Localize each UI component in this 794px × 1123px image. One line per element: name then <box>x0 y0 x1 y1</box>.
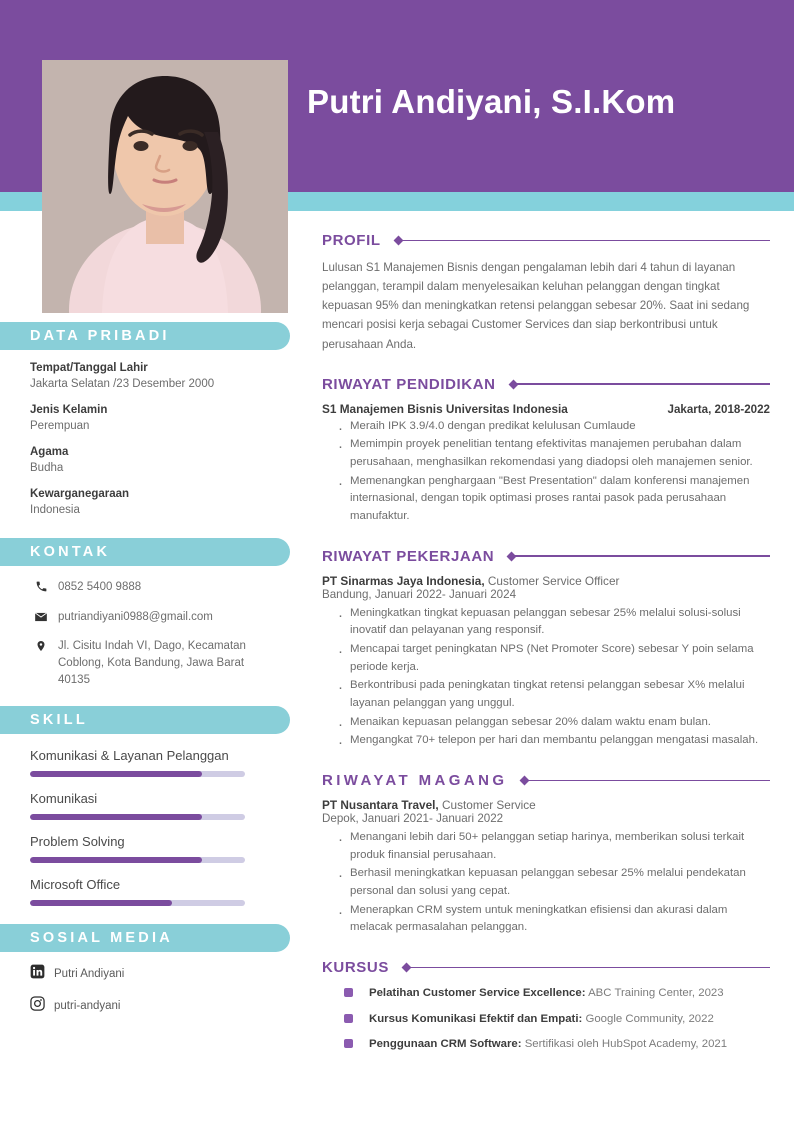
section-pekerjaan <box>322 548 770 750</box>
section-title: RIWAYAT PEKERJAAN <box>322 547 495 565</box>
skill-progress-fill <box>30 771 202 777</box>
page-title: Putri Andiyani, S.I.Kom <box>307 83 676 120</box>
internship-role: Customer Service <box>438 798 536 813</box>
diamond-marker-icon <box>393 236 403 246</box>
job-location-period: Bandung, Januari 2022- Januari 2024 <box>322 587 517 601</box>
list-item: · Berkontribusi pada peningkatan tingkat retensi pelanggan sebesar X% melalui layanan pelanggan yang unggul. <box>336 677 770 712</box>
course-name: Pelatihan Customer Service Excellence: <box>369 987 586 1000</box>
section-rule <box>517 383 770 385</box>
list-item: · Menerapkan CRM system untuk meningkatkan efisiensi dan akurasi dalam melacak permasalahan pelanggan. <box>336 902 770 937</box>
course-detail: Sertifikasi oleh HubSpot Academy, 2021 <box>521 1038 728 1051</box>
section-kursus <box>322 959 770 1053</box>
main-content <box>322 232 770 1055</box>
skill-item <box>30 877 276 906</box>
section-head <box>322 959 770 976</box>
envelope-icon <box>30 609 52 624</box>
education-bullets <box>336 418 770 526</box>
field-label: Tempat/Tanggal Lahir <box>30 362 148 374</box>
skill-label: Microsoft Office <box>30 877 121 893</box>
list-item: · Meningkatkan tingkat kepuasan pelanggan sebesar 25% melalui solusi-solusi inovatif dan pelayanan yang responsif. <box>336 605 770 640</box>
field-label: Jenis Kelamin <box>30 404 108 417</box>
social-list <box>0 964 300 1016</box>
social-handle: Putri Andiyani <box>54 968 125 981</box>
field-value: Perempuan <box>30 419 90 432</box>
list-item: · Mencapai target peningkatan NPS (Net Promoter Score) sebesar Y poin selama periode kerja. <box>336 641 770 676</box>
personal-data-list <box>0 361 300 518</box>
contact-item-phone[interactable] <box>30 579 276 596</box>
course-detail: ABC Training Center, 2023 <box>585 987 724 1000</box>
skill-progress-track <box>30 857 245 863</box>
course-detail: Google Community, 2022 <box>582 1012 714 1025</box>
course-text <box>353 1011 714 1028</box>
contact-list <box>0 579 300 688</box>
social-item-instagram[interactable] <box>30 996 276 1016</box>
section-title: KURSUS <box>322 959 389 977</box>
section-header-contact: KONTAK <box>0 538 290 566</box>
list-item: · Menangani lebih dari 50+ pelanggan setiap harinya, memberikan solusi terkait produk finansial perusahaan. <box>336 829 770 864</box>
diamond-marker-icon <box>520 776 530 786</box>
section-profil <box>322 232 770 354</box>
phone-icon <box>30 579 52 593</box>
list-item: · Menaikan kepuasan pelanggan sebesar 20% dalam waktu enam bulan. <box>336 714 770 732</box>
course-name: Kursus Komunikasi Efektif dan Empati: <box>369 1012 583 1025</box>
section-pendidikan <box>322 376 770 526</box>
skill-item <box>30 748 276 777</box>
square-bullet-icon <box>344 1014 353 1023</box>
course-text <box>353 985 724 1002</box>
location-pin-icon <box>30 638 52 653</box>
course-item <box>344 985 770 1002</box>
sidebar <box>0 322 300 1016</box>
skill-progress-fill <box>30 857 202 863</box>
section-head <box>322 376 770 393</box>
skill-progress-track <box>30 771 245 777</box>
contact-value: putriandiyani0988@gmail.com <box>58 610 213 623</box>
section-header-personal-data: DATA PRIBADI <box>0 322 290 350</box>
contact-value: 0852 5400 9888 <box>58 581 142 594</box>
section-head <box>322 548 770 565</box>
section-header-social-media: SOSIAL MEDIA <box>0 924 290 952</box>
list-item: · Mengangkat 70+ telepon per hari dan membantu pelanggan mengatasi masalah. <box>336 732 770 750</box>
course-name: Penggunaan CRM Software: <box>369 1038 522 1051</box>
section-rule <box>515 555 770 557</box>
personal-field <box>30 403 276 434</box>
profil-text: Lulusan S1 Manajemen Bisnis dengan pengalaman lebih dari 4 tahun di layanan pelanggan, terampil dalam menyelesaikan keluhan pelanggan dengan tingkat kepuasan 95% dan meningkatkan retensi pelanggan sebesar 20%. Saat ini sedang mencari posisi kerja sebagai Customer Services dan siap berkontribusi untuk perusahaan Anda. <box>322 261 750 351</box>
internship-entry-head <box>322 798 770 812</box>
education-entry-head <box>322 402 770 416</box>
section-title: RIWAYAT MAGANG <box>322 772 508 790</box>
section-rule <box>410 967 770 969</box>
linkedin-icon <box>30 964 45 984</box>
education-program: S1 Manajemen Bisnis Universitas Indonesia <box>322 401 568 416</box>
list-item: · Memimpin proyek penelitian tentang efektivitas manajemen perubahan dalam perusahaan, menghasilkan rekomendasi yang diadopsi oleh manajemen senior. <box>336 436 770 471</box>
contact-item-address[interactable] <box>30 638 276 688</box>
field-label: Kewarganegaraan <box>30 488 130 501</box>
field-value: Indonesia <box>30 503 80 516</box>
instagram-icon <box>30 996 45 1016</box>
job-entry-head <box>322 574 770 588</box>
list-item: · Berhasil meningkatkan kepuasan pelanggan sebesar 25% melalui pendekatan personal dan solusi yang cepat. <box>336 865 770 900</box>
section-head <box>322 232 770 249</box>
field-label: Agama <box>30 446 69 459</box>
internship-bullets <box>336 829 770 937</box>
skill-item <box>30 791 276 820</box>
diamond-marker-icon <box>508 379 518 389</box>
square-bullet-icon <box>344 1039 353 1048</box>
course-item <box>344 1011 770 1028</box>
course-item <box>344 1036 770 1053</box>
list-item: · Memenangkan penghargaan "Best Presentation" dalam konferensi manajemen internasional, dengan topik optimasi proses rantai pasok pada perusahaan manufaktur. <box>336 473 770 526</box>
section-header-skill: SKILL <box>0 706 290 734</box>
social-handle: putri-andyani <box>54 1000 121 1013</box>
job-role: Customer Service Officer <box>484 573 620 588</box>
section-rule <box>402 240 770 242</box>
skill-item <box>30 834 276 863</box>
section-title: RIWAYAT PENDIDIKAN <box>322 375 496 393</box>
education-period: Jakarta, 2018-2022 <box>667 402 770 416</box>
section-magang <box>322 772 770 937</box>
internship-location-period: Depok, Januari 2021- Januari 2022 <box>322 812 504 826</box>
section-rule <box>528 780 770 782</box>
square-bullet-icon <box>344 988 353 997</box>
personal-field <box>30 487 276 518</box>
skill-list <box>0 748 300 906</box>
list-item: · Meraih IPK 3.9/4.0 dengan predikat kelulusan Cumlaude <box>336 418 770 436</box>
section-title: PROFIL <box>322 232 381 249</box>
field-value: Jakarta Selatan /23 Desember 2000 <box>30 377 215 390</box>
diamond-marker-icon <box>507 551 517 561</box>
skill-label: Problem Solving <box>30 834 125 850</box>
contact-item-email[interactable] <box>30 609 276 626</box>
profile-photo <box>42 60 288 313</box>
job-bullets <box>336 605 770 750</box>
skill-label: Komunikasi & Layanan Pelanggan <box>30 748 229 764</box>
skill-label: Komunikasi <box>30 791 98 807</box>
diamond-marker-icon <box>402 963 412 973</box>
field-value: Budha <box>30 461 64 474</box>
section-head <box>322 772 770 789</box>
social-item-linkedin[interactable] <box>30 964 276 984</box>
job-company: PT Sinarmas Jaya Indonesia, <box>322 573 485 588</box>
skill-progress-fill <box>30 814 202 820</box>
internship-company: PT Nusantara Travel, <box>322 798 439 813</box>
course-text <box>353 1036 727 1053</box>
contact-value: Jl. Cisitu Indah VI, Dago, Kecamatan Coblong, Kota Bandung, Jawa Barat 40135 <box>58 640 246 686</box>
personal-field <box>30 361 276 392</box>
skill-progress-track <box>30 814 245 820</box>
personal-field <box>30 445 276 476</box>
